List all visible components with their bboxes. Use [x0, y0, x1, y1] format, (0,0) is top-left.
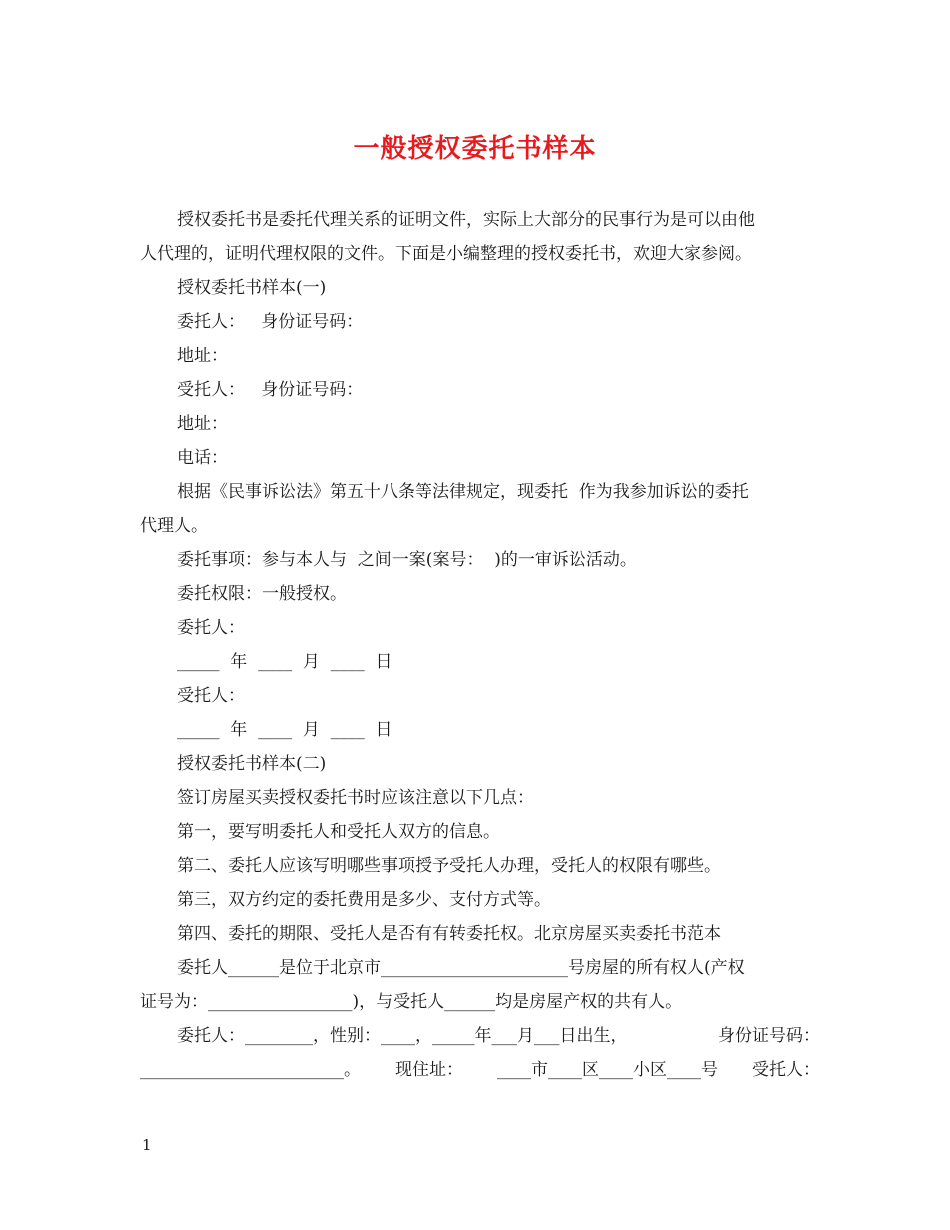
- beijing-sample-line-2: 证号为：_________________)，与受托人______均是房屋产权的共有人。: [140, 992, 683, 1012]
- principal-signature-line: 委托人：: [177, 618, 245, 638]
- document-title: 一般授权委托书样本: [353, 134, 597, 164]
- sample-one-heading: 授权委托书样本(一): [177, 278, 327, 298]
- note-third-line: 第三，双方约定的委托费用是多少、支付方式等。: [177, 890, 551, 910]
- id-number-label: 身份证号码：: [718, 1026, 820, 1046]
- agent-label: 受托人：: [752, 1060, 820, 1080]
- agent-signature-line: 受托人：: [177, 686, 245, 706]
- entrusted-matter-line: 委托事项：参与本人与 之间一案(案号： )的一审诉讼活动。: [177, 550, 637, 570]
- legal-basis-line-2: 代理人。: [140, 516, 208, 536]
- note-first-line: 第一，要写明委托人和受托人双方的信息。: [177, 822, 500, 842]
- sample-two-heading: 授权委托书样本(二): [177, 754, 327, 774]
- page-number: 1: [142, 1136, 152, 1154]
- residence-line: [140, 1058, 820, 1082]
- agent-date-line: _____ 年 ____ 月 ____ 日: [177, 720, 393, 740]
- principal-details-text: 委托人：________，性别：____，_____年___月___日出生，: [177, 1026, 628, 1046]
- principal-date-line: _____ 年 ____ 月 ____ 日: [177, 652, 393, 672]
- principal-address-line: 地址：: [177, 346, 228, 366]
- beijing-sample-line-1: 委托人______是位于北京市______________________号房屋的所有权人(产权: [177, 958, 745, 978]
- principal-line: 委托人： 身份证号码：: [177, 312, 364, 332]
- phone-line: 电话：: [177, 448, 228, 468]
- legal-basis-line-1: 根据《民事诉讼法》第五十八条等法律规定，现委托 作为我参加诉讼的委托: [177, 482, 749, 502]
- note-fourth-line: 第四、委托的期限、受托人是否有有转委托权。北京房屋买卖委托书范本: [177, 924, 721, 944]
- intro-line-1: 授权委托书是委托代理关系的证明文件，实际上大部分的民事行为是可以由他: [177, 210, 755, 230]
- agent-address-line: 地址：: [177, 414, 228, 434]
- agent-line: 受托人： 身份证号码：: [177, 380, 364, 400]
- id-number-blank: ________________________。: [140, 1060, 361, 1080]
- residence-blanks: ____市____区____小区____号: [497, 1060, 718, 1080]
- notes-intro-line: 签订房屋买卖授权委托书时应该注意以下几点：: [177, 788, 534, 808]
- authority-line: 委托权限：一般授权。: [177, 584, 347, 604]
- note-second-line: 第二、委托人应该写明哪些事项授予受托人办理，受托人的权限有哪些。: [177, 856, 721, 876]
- principal-details-line: [177, 1024, 820, 1048]
- intro-line-2: 人代理的，证明代理权限的文件。下面是小编整理的授权委托书，欢迎大家参阅。: [140, 244, 752, 264]
- residence-label: 现住址：: [395, 1060, 463, 1080]
